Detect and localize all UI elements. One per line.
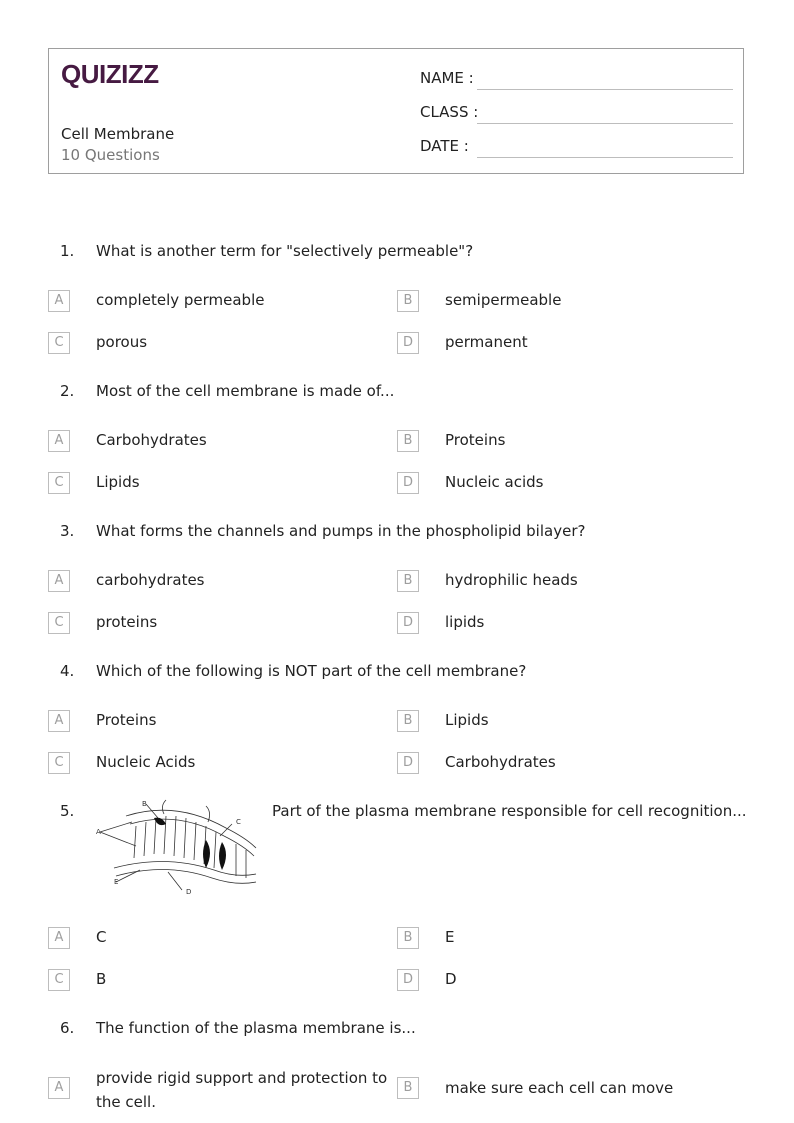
question-number: 1. [60, 242, 75, 260]
option-text[interactable]: Nucleic acids [445, 473, 544, 491]
date-label: DATE : [420, 137, 469, 155]
option-letter-box[interactable]: D [397, 612, 419, 634]
question-text: Part of the plasma membrane responsible for cell recognition... [272, 802, 747, 820]
option-letter-box[interactable]: A [48, 570, 70, 592]
option-letter-box[interactable]: A [48, 927, 70, 949]
option-text[interactable]: Carbohydrates [96, 431, 207, 449]
name-line [477, 89, 733, 90]
option-text[interactable]: hydrophilic heads [445, 571, 578, 589]
option-text[interactable]: Nucleic Acids [96, 753, 196, 771]
option-text[interactable]: lipids [445, 613, 485, 631]
question-number: 6. [60, 1019, 75, 1037]
question-text: Which of the following is NOT part of the cell membrane? [96, 662, 527, 680]
option-letter-box[interactable]: D [397, 969, 419, 991]
option-letter-box[interactable]: A [48, 430, 70, 452]
option-letter-box[interactable]: D [397, 752, 419, 774]
option-text[interactable]: completely permeable [96, 291, 265, 309]
option-text[interactable]: Proteins [96, 711, 157, 729]
option-letter-box[interactable]: B [397, 710, 419, 732]
diagram-label-c: C [236, 818, 241, 826]
question-number: 3. [60, 522, 75, 540]
class-label: CLASS : [420, 103, 479, 121]
class-line [477, 123, 733, 124]
option-letter-box[interactable]: B [397, 927, 419, 949]
quizizz-logo: QUIZIZZ [61, 59, 159, 89]
option-letter-box[interactable]: B [397, 570, 419, 592]
question-count: 10 Questions [61, 146, 160, 164]
option-text[interactable]: Proteins [445, 431, 506, 449]
option-letter-box[interactable]: C [48, 612, 70, 634]
option-text[interactable]: porous [96, 333, 148, 351]
option-text[interactable]: make sure each cell can move [445, 1079, 674, 1097]
diagram-label-b: B [142, 800, 147, 808]
option-text[interactable]: carbohydrates [96, 571, 205, 589]
diagram-label-d: D [186, 888, 192, 896]
diagram-label-a: A [96, 828, 101, 836]
worksheet-header [48, 48, 744, 174]
option-letter-box[interactable]: C [48, 332, 70, 354]
worksheet-title: Cell Membrane [61, 125, 175, 143]
option-text[interactable]: proteins [96, 613, 158, 631]
option-letter-box[interactable]: C [48, 472, 70, 494]
option-text[interactable]: Carbohydrates [445, 753, 556, 771]
option-text[interactable]: E [445, 928, 455, 946]
question-number: 5. [60, 802, 75, 820]
option-letter-box[interactable]: D [397, 332, 419, 354]
question-text: Most of the cell membrane is made of... [96, 382, 395, 400]
question-number: 2. [60, 382, 75, 400]
diagram-label-e: E [114, 878, 119, 886]
cell-membrane-diagram [96, 798, 260, 908]
question-text: What is another term for "selectively permeable"? [96, 242, 474, 260]
option-letter-box[interactable]: A [48, 710, 70, 732]
option-letter-box[interactable]: B [397, 430, 419, 452]
option-text[interactable]: semipermeable [445, 291, 562, 309]
option-letter-box[interactable]: C [48, 969, 70, 991]
question-text: The function of the plasma membrane is... [96, 1019, 416, 1037]
option-text[interactable]: Lipids [445, 711, 489, 729]
option-letter-box[interactable]: A [48, 1077, 70, 1099]
option-letter-box[interactable]: C [48, 752, 70, 774]
option-text[interactable]: C [96, 928, 107, 946]
option-letter-box[interactable]: B [397, 290, 419, 312]
option-text[interactable]: D [445, 970, 457, 988]
option-text[interactable]: permanent [445, 333, 528, 351]
option-letter-box[interactable]: B [397, 1077, 419, 1099]
option-letter-box[interactable]: A [48, 290, 70, 312]
name-label: NAME : [420, 69, 474, 87]
question-text: What forms the channels and pumps in the phospholipid bilayer? [96, 522, 586, 540]
option-text[interactable]: B [96, 970, 107, 988]
option-text[interactable]: Lipids [96, 473, 140, 491]
option-text[interactable]: provide rigid support and protection to the cell. [96, 1069, 388, 1111]
option-letter-box[interactable]: D [397, 472, 419, 494]
date-line [477, 157, 733, 158]
question-number: 4. [60, 662, 75, 680]
